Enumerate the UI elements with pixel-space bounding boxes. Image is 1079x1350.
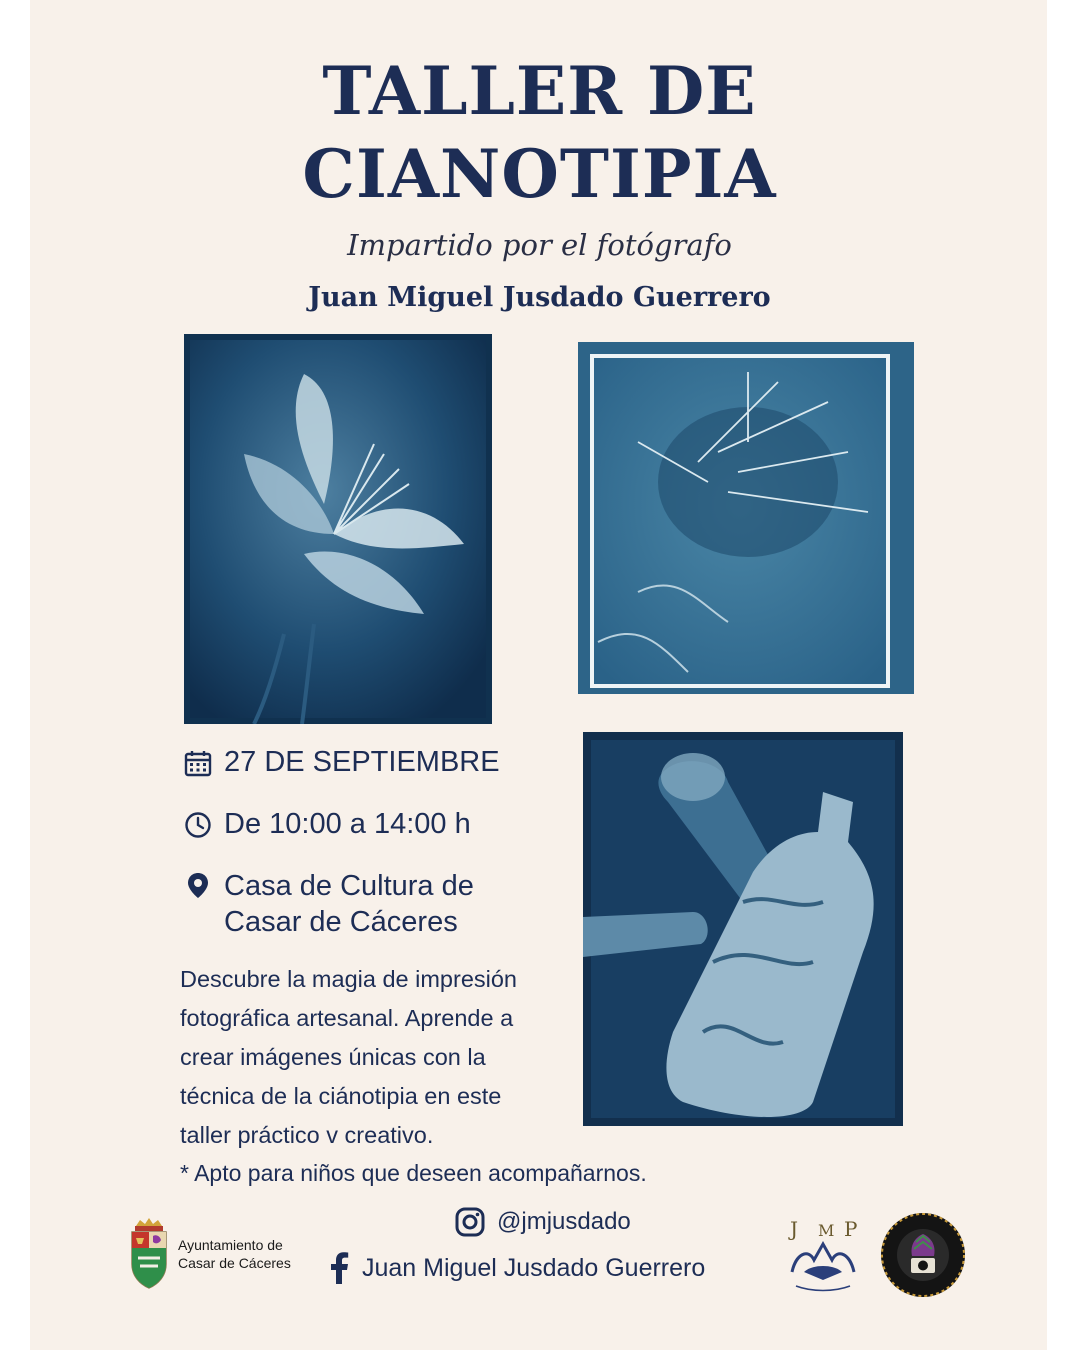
ayuntamiento-line-1: Ayuntamiento de bbox=[178, 1237, 283, 1253]
facebook-page[interactable]: Juan Miguel Jusdado Guerrero bbox=[362, 1253, 706, 1282]
ayuntamiento-line-2: Casar de Cáceres bbox=[178, 1255, 291, 1271]
cyanotype-bottles-photo bbox=[583, 732, 903, 1126]
event-place-row bbox=[184, 868, 474, 940]
event-date-row bbox=[184, 746, 500, 779]
calendar-icon bbox=[184, 749, 212, 777]
instagram-handle[interactable]: @jmjusdado bbox=[497, 1208, 631, 1235]
children-note: * Apto para niños que deseen acompañarnos. bbox=[180, 1160, 647, 1186]
title-line-1: TALLER DE bbox=[322, 52, 757, 130]
svg-text:M: M bbox=[818, 1221, 835, 1240]
event-description bbox=[180, 960, 580, 1155]
ayuntamiento-name bbox=[178, 1236, 318, 1272]
title-line-2: CIANOTIPIA bbox=[302, 135, 777, 213]
instagram-icon bbox=[455, 1207, 485, 1237]
svg-text:P: P bbox=[844, 1217, 858, 1241]
event-time-row bbox=[184, 808, 471, 841]
event-place-line-1: Casa de Cultura de bbox=[224, 870, 474, 902]
svg-text:J: J bbox=[790, 1217, 799, 1241]
description-line: técnica de la ciánotipia en este bbox=[180, 1083, 502, 1109]
location-pin-icon bbox=[184, 871, 212, 899]
description-line: taller práctico v creativo. bbox=[180, 1122, 434, 1148]
description-line: Descubre la magia de impresión bbox=[180, 966, 517, 992]
instagram-handle-row[interactable] bbox=[455, 1207, 631, 1237]
subtitle: Impartido por el fotógrafo bbox=[347, 228, 732, 262]
author-name: Juan Miguel Jusdado Guerrero bbox=[308, 282, 771, 313]
description-line: fotográfica artesanal. Aprende a bbox=[180, 1005, 514, 1031]
via-de-la-plata-logo bbox=[880, 1212, 966, 1298]
event-time: De 10:00 a 14:00 h bbox=[224, 808, 471, 840]
description-line: crear imágenes únicas con la bbox=[180, 1044, 486, 1070]
cyanotype-lily-photo bbox=[184, 334, 492, 724]
jmp-logo bbox=[782, 1214, 864, 1298]
clock-icon bbox=[184, 811, 212, 839]
event-date: 27 DE SEPTIEMBRE bbox=[224, 746, 500, 778]
facebook-icon bbox=[328, 1252, 350, 1284]
event-place-line-2: Casar de Cáceres bbox=[224, 906, 458, 938]
coat-of-arms-icon bbox=[128, 1218, 170, 1290]
ayuntamiento-logo bbox=[128, 1218, 318, 1290]
facebook-page-row[interactable] bbox=[328, 1252, 705, 1284]
cyanotype-thistle-photo bbox=[578, 342, 914, 694]
